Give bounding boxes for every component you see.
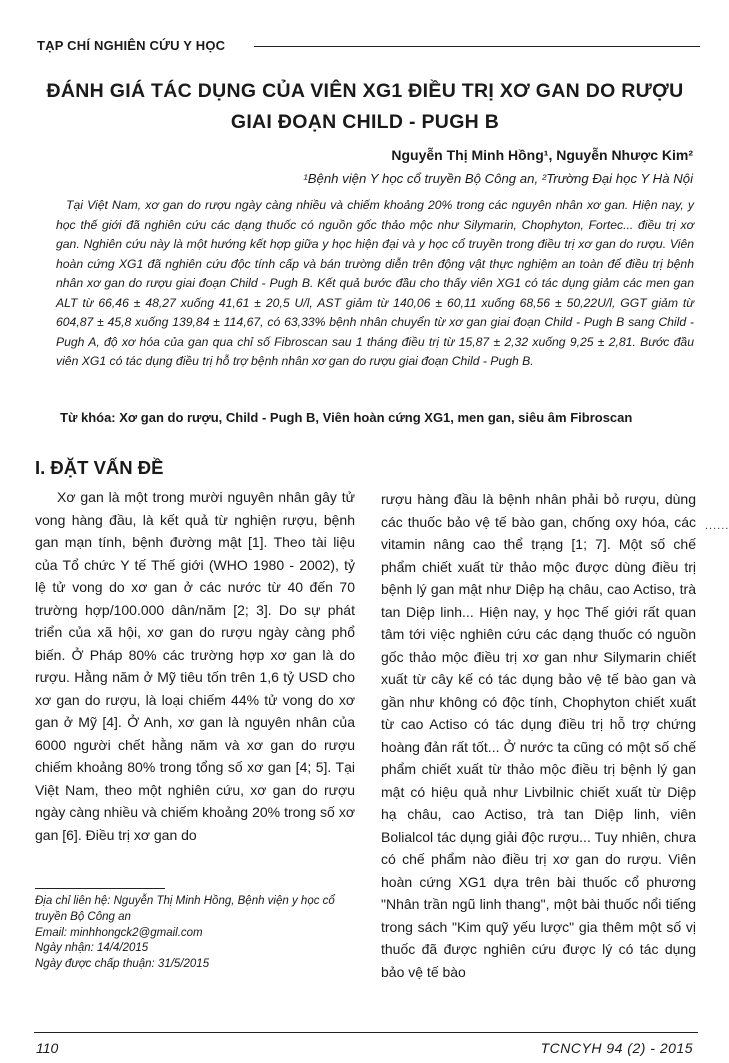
affiliation: ¹Bệnh viện Y học cổ truyền Bộ Công an, ²Trường Đại học Y Hà Nội bbox=[303, 171, 693, 186]
margin-mark: ...... bbox=[705, 520, 729, 532]
footnote-rule bbox=[35, 888, 165, 889]
article-title: ĐÁNH GIÁ TÁC DỤNG CỦA VIÊN XG1 ĐIỀU TRỊ XƠ GAN DO RƯỢU GIAI ĐOẠN CHILD - PUGH B bbox=[46, 80, 684, 133]
footnote-contact: Địa chỉ liên hệ: Nguyễn Thị Minh Hồng, Bệnh viện y học cổ truyền Bộ Công an bbox=[35, 895, 335, 923]
header-rule bbox=[254, 46, 700, 47]
footer-rule bbox=[34, 1032, 698, 1033]
journal-header: TẠP CHÍ NGHIÊN CỨU Y HỌC bbox=[37, 38, 226, 53]
authors: Nguyễn Thị Minh Hồng¹, Nguyễn Nhược Kim² bbox=[391, 147, 693, 163]
footnote-email: Email: minhhongck2@gmail.com bbox=[35, 926, 203, 939]
journal-reference: TCNCYH 94 (2) - 2015 bbox=[540, 1040, 693, 1056]
body-column-left: Xơ gan là một trong mười nguyên nhân gây tử vong hàng đầu, là kết quả từ nghiện rượu, bệnh gan mạn tính, bệnh đường mật [1]. Theo tài liệu của Tổ chức Y tế Thế giới (WHO 1980 - 2002), tỷ lệ tử vong do xơ gan ở các nước từ 40 đến 70 trường hợp/100.000 dân/năm [2; 3]. Do sự phát triển của xã hội, xơ gan do rượu ngày càng phổ biến. Ở Pháp 80% các trường hợp xơ gan là do rượu. Hằng năm ở Mỹ tiêu tốn trên 1,6 tỷ USD cho xơ gan do rượu, là loại chiếm 44% tử vong do xơ gan ở Mỹ [4]. Ở Anh, xơ gan là nguyên nhân của 6000 người chết hằng năm và xơ gan do rượu chiếm khoảng 80% trong tổng số xơ gan [4; 5]. Tại Việt Nam, theo một nghiên cứu, xơ gan do rượu ngày càng nhiều và chiếm khoảng 20% trong số xơ gan [6]. Điều trị xơ gan do bbox=[35, 489, 355, 843]
footnote-received: Ngày nhận: 14/4/2015 bbox=[35, 942, 149, 955]
footnote bbox=[35, 894, 355, 973]
footnote-accepted: Ngày được chấp thuận: 31/5/2015 bbox=[35, 958, 210, 971]
keywords: Từ khóa: Xơ gan do rượu, Child - Pugh B, Viên hoàn cứng XG1, men gan, siêu âm Fibroscan bbox=[60, 410, 633, 425]
body-column-right: rượu hàng đầu là bệnh nhân phải bỏ rượu, dùng các thuốc bảo vệ tế bào gan, chống oxy hóa, các vitamin nâng cao thể trạng [1; 7]. Một số chế phẩm chiết xuất từ thảo mộc được dùng điều trị bệnh lý gan mật như Diệp hạ châu, cao Actiso, trà tan Diệp linh... Hiện nay, y học Thế giới rất quan tâm tới việc nghiên cứu các dạng thuốc có nguồn gốc thảo mộc điều trị xơ gan như Silymarin chiết xuất từ cây kế có tác dụng bảo vệ tế bào gan và gần như không có độc tính, Chophyton chiết xuất từ cao Actiso có tác dụng điều trị hỗ trợ chứng hoàng đản rất tốt... Ở nước ta cũng có một số chế phẩm chiết xuất từ thảo mộc điều trị bệnh lý gan mật có hiệu quả như Livbilnic chiết xuất từ Diệp hạ châu, cao Actiso, trà tan Diệp linh, viên Bolialcol tác dụng giải độc rượu... Tuy nhiên, chưa có chế phẩm nào điều trị xơ gan do rượu. Viên hoàn cứng XG1 dựa trên bài thuốc cổ phương "Nhân trần ngũ linh thang", một bài thuốc nổi tiếng trong sách "Kim quỹ yếu lược" gia thêm một số vị thuốc đã được nghiên cứu được lý có tác dụng bảo vệ tế bào bbox=[381, 491, 696, 980]
section-heading: I. ĐẶT VẤN ĐỀ bbox=[35, 457, 164, 478]
page-number: 110 bbox=[36, 1040, 59, 1056]
abstract: Tại Việt Nam, xơ gan do rượu ngày càng nhiều và chiếm khoảng 20% trong các nguyên nhân xơ gan. Hiện nay, y học thế giới đã nghiên cứu các dạng thuốc có nguồn gốc thảo mộc như Silymarin, Chophyton, Fortec... điều trị xơ gan. Nghiên cứu này là một hướng kết hợp giữa y học hiện đại và y học cổ truyền trong điều trị xơ gan do rượu. Viên hoàn cứng XG1 đã nghiên cứu độc tính cấp và bán trường diễn trên động vật thực nghiệm an toàn để điều trị bệnh nhân xơ gan do rượu giai đoạn Child - Pugh B. Kết quả bước đầu cho thấy viên XG1 có tác dụng giảm các men gan ALT từ 66,46 ± 48,27 xuống 41,61 ± 20,5 U/l, AST giảm từ 140,06 ± 60,11 xuống 68,56 ± 50,22U/l, GGT giảm từ 604,87 ± 45,8 xuống 139,84 ± 114,67, có 63,33% bệnh nhân chuyển từ xơ gan giai đoạn Child - Pugh B sang Child - Pugh A, độ xơ hóa của gan qua chỉ số Fibroscan sau 1 tháng điều trị từ 15,87 ± 2,32 xuống 9,25 ± 2,81. Bước đầu viên XG1 có tác dụng điều trị hỗ trợ bệnh nhân xơ gan do rượu giai đoạn Child - Pugh B. bbox=[56, 198, 694, 368]
